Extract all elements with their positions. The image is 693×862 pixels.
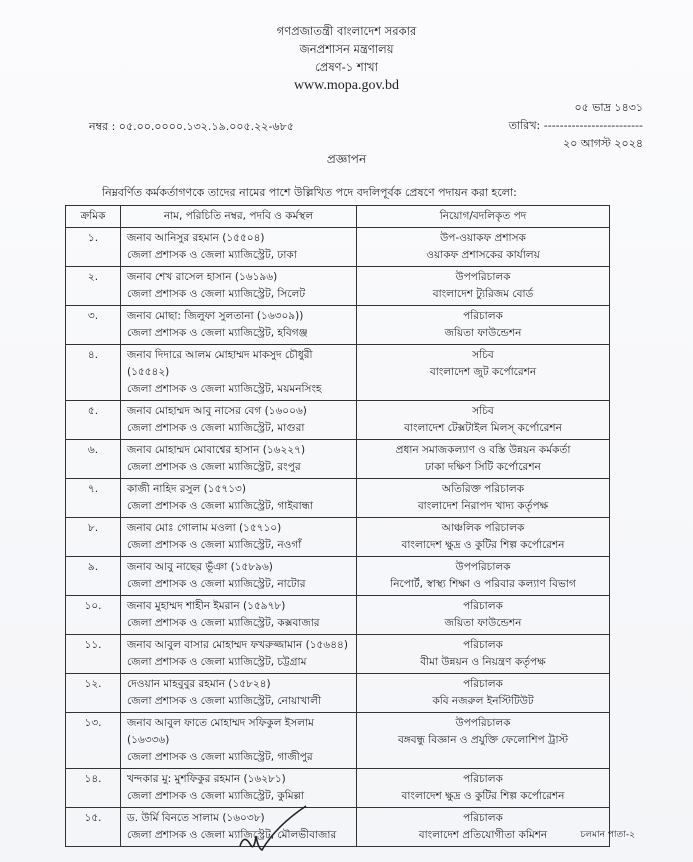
- officer-name: জনাব শেখ রাসেল হাসান (১৬১৯৬): [127, 271, 278, 283]
- website-url: www.mopa.gov.bd: [293, 78, 400, 93]
- new-office: ওয়াকফ প্রশাসকের কার্যালয়: [426, 249, 540, 261]
- table-row: [66, 401, 610, 440]
- table-row: [66, 713, 610, 769]
- table-row: [66, 479, 610, 518]
- new-posting-cell: [357, 267, 610, 306]
- new-office: বাংলাদেশ জুট কর্পোরেশন: [429, 366, 537, 378]
- transfer-table: [65, 205, 610, 847]
- ministry-name: জনপ্রশাসন মন্ত্রণালয়: [299, 42, 394, 56]
- new-designation: পরিচালক: [463, 639, 503, 651]
- serial-number: ১১.: [66, 635, 121, 674]
- serial-number: ১৩.: [66, 713, 121, 769]
- officer-cell: [121, 674, 357, 713]
- serial-number: ৮.: [66, 518, 121, 557]
- new-office: বঙ্গবন্ধু বিজ্ঞান ও প্রযুক্তি ফেলোশিপ ট্রাস্ট: [397, 734, 569, 746]
- new-office: বাংলাদেশ প্রতিযোগীতা কমিশন: [418, 829, 548, 841]
- new-office: ঢাকা দক্ষিণ সিটি কর্পোরেশন: [425, 461, 541, 473]
- serial-number: ৩.: [66, 306, 121, 345]
- new-designation: উপ-ওয়াকফ প্রশাসক: [440, 232, 526, 244]
- table-row: [66, 674, 610, 713]
- new-office: বাংলাদেশ টেক্সটাইল মিলস্ কর্পোরেশন: [404, 422, 562, 434]
- new-posting-cell: [357, 769, 610, 808]
- table-row: [66, 228, 610, 267]
- bangla-date: ০৫ ভাদ্র ১৪৩১: [574, 101, 643, 114]
- table-row: [66, 557, 610, 596]
- new-office: জয়িতা ফাউন্ডেশন: [444, 327, 522, 339]
- table-row: [66, 440, 610, 479]
- serial-number: ১৫.: [66, 808, 121, 847]
- new-posting-cell: [357, 557, 610, 596]
- current-posting: জেলা প্রশাসক ও জেলা ম্যাজিস্ট্রেট, নোয়াখালী: [127, 695, 321, 707]
- officer-name: কাজী নাহিদ রসুল (১৫৭১৩): [127, 483, 246, 495]
- table-row: [66, 306, 610, 345]
- officer-cell: [121, 306, 357, 345]
- officer-name: জনাব মুহাম্মদ শাহীন ইমরান (১৫৯৭৮): [127, 600, 286, 612]
- serial-number: ৭.: [66, 479, 121, 518]
- current-posting: জেলা প্রশাসক ও জেলা ম্যাজিস্ট্রেট, গাজীপুর: [127, 751, 313, 763]
- officer-cell: [121, 635, 357, 674]
- table-row: [66, 769, 610, 808]
- officer-name: দেওয়ান মাহবুবুর রহমান (১৫৮২৪): [127, 678, 271, 690]
- new-posting-cell: [357, 596, 610, 635]
- table-row: [66, 345, 610, 401]
- new-designation: সচিব: [472, 349, 494, 361]
- current-posting: জেলা প্রশাসক ও জেলা ম্যাজিস্ট্রেট, নাটোর: [127, 578, 306, 590]
- table-header-row: [66, 206, 610, 228]
- new-posting-cell: [357, 228, 610, 267]
- officer-cell: [121, 518, 357, 557]
- serial-number: ১.: [66, 228, 121, 267]
- header-posting: নিয়োগ/বদলিকৃত পদ: [357, 206, 610, 228]
- officer-name: জনাব আবুল বাসার মোহাম্মদ ফখরুজ্জামান (১৫৬৪৪): [127, 639, 348, 651]
- table-row: [66, 635, 610, 674]
- serial-number: ৫.: [66, 401, 121, 440]
- new-posting-cell: [357, 518, 610, 557]
- new-designation: অতিরিক্ত পরিচালক: [441, 483, 525, 495]
- new-designation: প্রধান সমাজকল্যাণ ও বস্তি উন্নয়ন কর্মকর্তা: [395, 444, 571, 456]
- officer-name: জনাব আবু নাছের ভূঁঞা (১৫৮৯৬): [127, 561, 273, 573]
- officer-cell: [121, 440, 357, 479]
- officer-cell: [121, 345, 357, 401]
- header-serial: ক্রমিক: [66, 206, 121, 228]
- current-posting: জেলা প্রশাসক ও জেলা ম্যাজিস্ট্রেট, ময়মনসিংহ: [127, 383, 322, 395]
- gregorian-date: ২০ আগস্ট ২০২৪: [563, 137, 643, 150]
- current-posting: জেলা প্রশাসক ও জেলা ম্যাজিস্ট্রেট, রংপুর: [127, 461, 301, 473]
- current-posting: জেলা প্রশাসক ও জেলা ম্যাজিস্ট্রেট, সিলেট: [127, 288, 306, 300]
- table-row: [66, 267, 610, 306]
- intro-text: নিম্নবর্ণিত কর্মকর্তাগণকে তাদের নামের পাশে উল্লিখিত পদে বদলিপূর্বক প্রেষণে পদায়ন করা হলো:: [102, 186, 517, 199]
- serial-number: ১০.: [66, 596, 121, 635]
- officer-cell: [121, 713, 357, 769]
- serial-number: ১২.: [66, 674, 121, 713]
- new-posting-cell: [357, 674, 610, 713]
- new-office: বাংলাদেশ ক্ষুদ্র ও কুটির শিল্প কর্পোরেশন: [401, 790, 565, 802]
- document-title: প্রজ্ঞাপন: [326, 152, 367, 166]
- current-posting: জেলা প্রশাসক ও জেলা ম্যাজিস্ট্রেট, কক্সবাজার: [127, 617, 320, 629]
- new-designation: পরিচালক: [463, 812, 503, 824]
- new-posting-cell: [357, 635, 610, 674]
- officer-name: জনাব আবুল ফাতে মোহাম্মদ সফিকুল ইসলাম (১৬৩৩৬): [127, 717, 314, 746]
- new-designation: সচিব: [472, 405, 494, 417]
- memo-number: নম্বর : ০৫.০০.০০০০.১৩২.১৯.০০৫.২২-৬৮৫: [89, 120, 294, 133]
- officer-name: জনাব আনিসুর রহমান (১৫৫০৪): [127, 232, 265, 244]
- new-designation: পরিচালক: [463, 678, 503, 690]
- table-row: [66, 596, 610, 635]
- officer-cell: [121, 228, 357, 267]
- officer-name: জনাব মোহাম্মদ আবু নাসের বেগ (১৬০০৬): [127, 405, 307, 417]
- new-posting-cell: [357, 713, 610, 769]
- officer-cell: [121, 479, 357, 518]
- serial-number: ৪.: [66, 345, 121, 401]
- new-designation: পরিচালক: [463, 310, 503, 322]
- officer-name: ড. উর্মি বিনতে সালাম (১৬০৩৮): [127, 812, 265, 824]
- section-name: প্রেষণ-১ শাখা: [315, 60, 378, 74]
- letterhead: [0, 22, 693, 95]
- current-posting: জেলা প্রশাসক ও জেলা ম্যাজিস্ট্রেট, নওগাঁ: [127, 539, 302, 551]
- serial-number: ৯.: [66, 557, 121, 596]
- date-block: [509, 99, 643, 153]
- new-office: বাংলাদেশ ক্ষুদ্র ও কুটির শিল্প কর্পোরেশন: [401, 539, 565, 551]
- government-name: গণপ্রজাতন্ত্রী বাংলাদেশ সরকার: [276, 24, 417, 38]
- new-designation: উপপরিচালক: [455, 717, 511, 729]
- officer-name: খন্দকার মু: মুশফিকুর রহমান (১৬২৮১): [127, 773, 286, 785]
- officer-name: জনাব মোঃ গোলাম মওলা (১৫৭১০): [127, 522, 282, 534]
- new-office: কবি নজরুল ইনস্টিটিউট: [432, 695, 534, 707]
- new-posting-cell: [357, 306, 610, 345]
- new-designation: পরিচালক: [463, 773, 503, 785]
- current-posting: জেলা প্রশাসক ও জেলা ম্যাজিস্ট্রেট, মাগুরা: [127, 422, 305, 434]
- current-posting: জেলা প্রশাসক ও জেলা ম্যাজিস্ট্রেট, গাইবান্ধা: [127, 500, 314, 512]
- serial-number: ৬.: [66, 440, 121, 479]
- current-posting: জেলা প্রশাসক ও জেলা ম্যাজিস্ট্রেট, চট্টগ্রাম: [127, 656, 307, 668]
- current-posting: জেলা প্রশাসক ও জেলা ম্যাজিস্ট্রেট, হবিগঞ্জ: [127, 327, 308, 339]
- current-posting: জেলা প্রশাসক ও জেলা ম্যাজিস্ট্রেট, মৌলভীবাজার: [127, 829, 337, 841]
- officer-cell: [121, 596, 357, 635]
- officer-name: জনাব মোছা: জিলুফা সুলতানা (১৬৩০৯)): [127, 310, 304, 322]
- officer-cell: [121, 401, 357, 440]
- officer-cell: [121, 557, 357, 596]
- serial-number: ২.: [66, 267, 121, 306]
- new-office: নিপোর্ট, স্বাস্থ্য শিক্ষা ও পরিবার কল্যাণ বিভাগ: [390, 578, 576, 590]
- serial-number: ১৪.: [66, 769, 121, 808]
- table-row: [66, 808, 610, 847]
- new-posting-cell: [357, 401, 610, 440]
- officer-name: জনাব দিদারে আলম মোহাম্মদ মাকসুদ চৌধুরী (১৫৫৪২): [127, 349, 313, 378]
- new-office: বীমা উন্নয়ন ও নিয়ন্ত্রণ কর্তৃপক্ষ: [420, 656, 546, 668]
- new-posting-cell: [357, 479, 610, 518]
- new-designation: উপপরিচালক: [455, 271, 511, 283]
- new-designation: আঞ্চলিক পরিচালক: [441, 522, 525, 534]
- continued-page-note: চলমান পাতা-২: [580, 830, 635, 840]
- current-posting: জেলা প্রশাসক ও জেলা ম্যাজিস্ট্রেট, ঢাকা: [127, 249, 297, 261]
- officer-cell: [121, 267, 357, 306]
- new-office: বাংলাদেশ ট্যুরিজম বোর্ড: [432, 288, 534, 300]
- new-designation: উপপরিচালক: [455, 561, 511, 573]
- new-designation: পরিচালক: [463, 600, 503, 612]
- header-name: নাম, পরিচিতি নম্বর, পদবি ও কর্মস্থল: [121, 206, 357, 228]
- new-office: বাংলাদেশ নিরাপদ খাদ্য কর্তৃপক্ষ: [417, 500, 549, 512]
- new-posting-cell: [357, 808, 610, 847]
- officer-name: জনাব মোহাম্মদ মোবাশ্বের হাসান (১৬২২৭): [127, 444, 306, 456]
- new-office: জয়িতা ফাউন্ডেশন: [444, 617, 522, 629]
- table-row: [66, 518, 610, 557]
- current-posting: জেলা প্রশাসক ও জেলা ম্যাজিস্ট্রেট, কুমিল্লা: [127, 790, 305, 802]
- date-label: তারিখ: -------------------------: [508, 119, 643, 132]
- new-posting-cell: [357, 345, 610, 401]
- signature: [236, 796, 316, 856]
- new-posting-cell: [357, 440, 610, 479]
